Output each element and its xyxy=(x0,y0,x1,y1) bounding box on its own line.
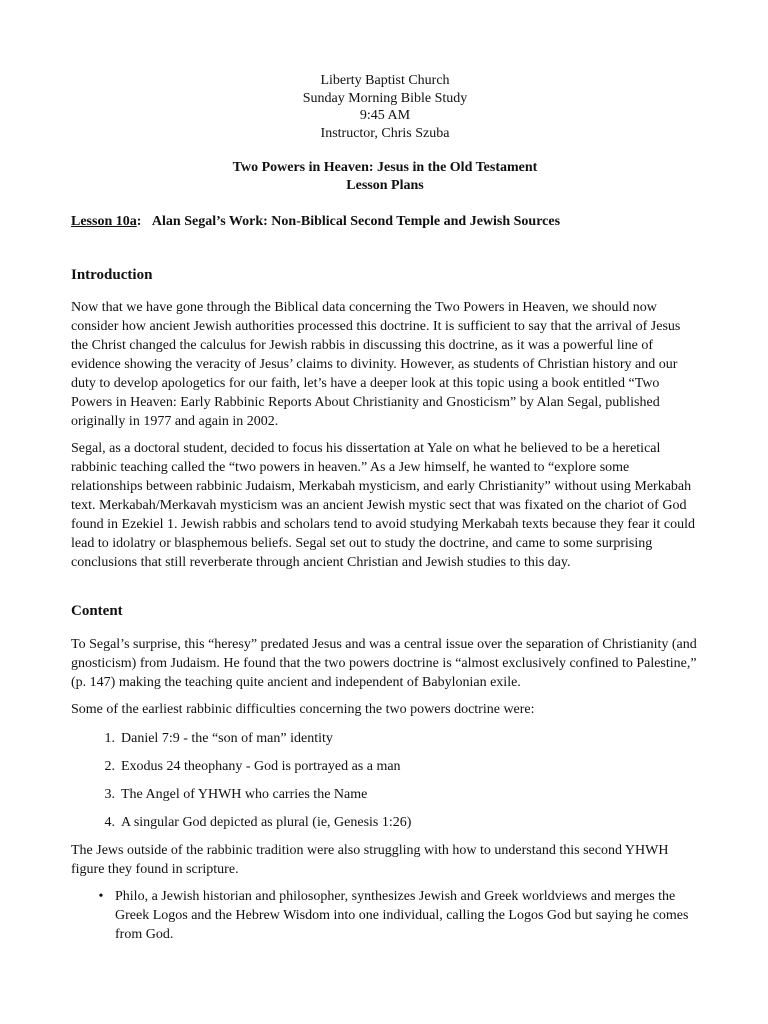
list-item-text: A singular God depicted as plural (ie, Genesis 1:26) xyxy=(121,815,412,830)
bullet-marker: • xyxy=(98,889,104,904)
study-time: 9:45 AM xyxy=(359,108,411,123)
list-item-text: Daniel 7:9 - the “son of man” identity xyxy=(121,731,333,746)
difficulties-list xyxy=(71,729,699,832)
content-paragraph-2: Some of the earliest rabbinic difficulties concerning the two powers doctrine were: xyxy=(71,702,535,717)
content-paragraph-1: To Segal’s surprise, this “heresy” predated Jesus and was a central issue over the separation of Christianity (and gnosticism) from Judaism. He found that the two powers doctrine is “almost exclusively confined to Palestine,” (p. 147) making the teaching quite ancient and independent of Babylonian exile. xyxy=(71,637,697,690)
bullet-item xyxy=(71,887,699,944)
sources-bullet-list xyxy=(71,887,699,944)
list-item xyxy=(71,785,699,804)
list-item-text: The Angel of YHWH who carries the Name xyxy=(121,787,368,802)
list-item xyxy=(71,729,699,748)
introduction-paragraph-2: Segal, as a doctoral student, decided to focus his dissertation at Yale on what he believed to be a heretical rabbinic teaching called the “two powers in heaven.” As a Jew himself, he wanted to “explore some relationships between rabbinic Judaism, Merkabah mysticism, and early Christianity” without using Merkabah text. Merkabah/Merkavah mysticism was an ancient Jewish mystic sect that was fixated on the chariot of God found in Ezekiel 1. Jewish rabbis and scholars tend to avoid studying Merkabah texts because they fear it could lead to idolatry or blasphemous beliefs. Segal set out to study the doctrine, and came to some surprising conclusions that still reverberate through ancient Christian and Jewish studies to this day. xyxy=(71,441,695,570)
list-item-number: 4. xyxy=(104,815,115,830)
bullet-text: Philo, a Jewish historian and philosopher, synthesizes Jewish and Greek worldviews and merges the Greek Logos and the Hebrew Wisdom into one individual, calling the Logos God but saying he comes from God. xyxy=(115,889,689,942)
lesson-title: Alan Segal’s Work: Non-Biblical Second Temple and Jewish Sources xyxy=(151,214,561,229)
list-item-text: Exodus 24 theophany - God is portrayed as a man xyxy=(121,759,401,774)
title-line-2: Lesson Plans xyxy=(346,177,424,193)
lesson-colon: : xyxy=(136,214,142,229)
lesson-heading xyxy=(71,213,699,231)
title-line-1: Two Powers in Heaven: Jesus in the Old Testament xyxy=(232,160,538,175)
list-item-number: 3. xyxy=(104,787,115,802)
document-page xyxy=(71,72,699,944)
lesson-number: Lesson 10a xyxy=(71,214,137,229)
content-heading: Content xyxy=(71,603,123,619)
document-header xyxy=(71,72,699,142)
list-item-number: 1. xyxy=(104,731,115,746)
introduction-heading: Introduction xyxy=(71,267,153,283)
church-name: Liberty Baptist Church xyxy=(320,73,450,88)
document-title xyxy=(71,159,699,194)
content-paragraph-3: The Jews outside of the rabbinic tradition were also struggling with how to understand this second YHWH figure they found in scripture. xyxy=(71,843,669,877)
list-item-number: 2. xyxy=(104,759,115,774)
instructor-name: Instructor, Chris Szuba xyxy=(320,125,450,141)
introduction-paragraph-1: Now that we have gone through the Biblical data concerning the Two Powers in Heaven, we should now consider how ancient Jewish authorities processed this doctrine. It is sufficient to say that the arrival of Jesus the Christ changed the calculus for Jewish rabbis in discussing this doctrine, as it was a powerful line of evidence showing the veracity of Jesus’ claims to divinity. However, as students of Christian history and our duty to develop apologetics for our faith, let’s have a deeper look at this topic using a book entitled “Two Powers in Heaven: Early Rabbinic Reports About Christianity and Gnosticism” by Alan Segal, published originally in 1977 and again in 2002. xyxy=(71,300,681,429)
study-name: Sunday Morning Bible Study xyxy=(302,90,468,106)
list-item xyxy=(71,757,699,776)
list-item xyxy=(71,813,699,832)
